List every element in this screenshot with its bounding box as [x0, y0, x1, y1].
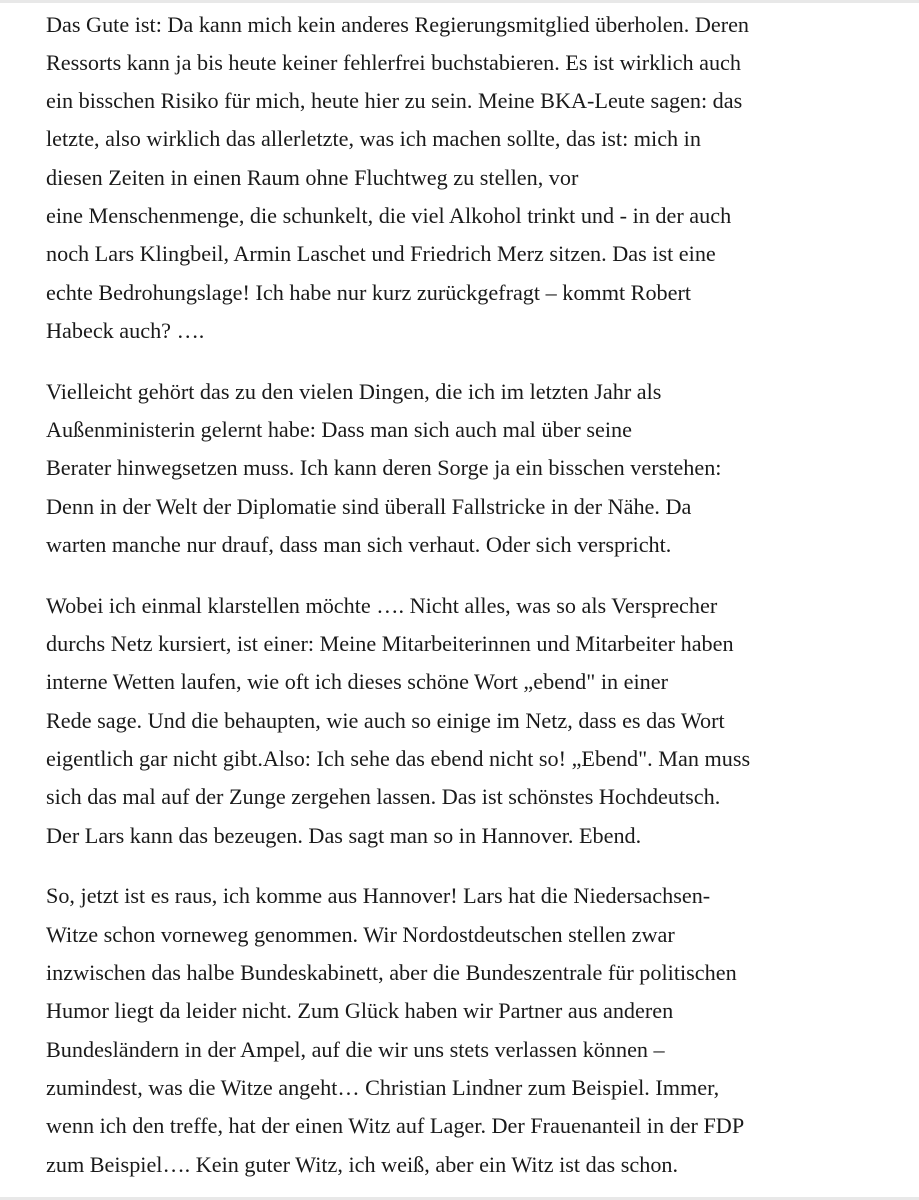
- text-line: noch Lars Klingbeil, Armin Laschet und Friedrich Merz sitzen. Das ist eine: [46, 241, 716, 266]
- text-line: Der Lars kann das bezeugen. Das sagt man so in Hannover. Ebend.: [46, 823, 642, 848]
- text-line: wenn ich den treffe, hat der einen Witz auf Lager. Der Frauenanteil in der FDP: [46, 1113, 745, 1138]
- text-line: Rede sage. Und die behaupten, wie auch so einige im Netz, dass es das Wort: [46, 708, 725, 733]
- text-line: eigentlich gar nicht gibt.Also: Ich sehe das ebend nicht so! „Ebend". Man muss: [46, 746, 751, 771]
- text-line: ein bisschen Risiko für mich, heute hier zu sein. Meine BKA-Leute sagen: das: [46, 88, 743, 113]
- text-line: Humor liegt da leider nicht. Zum Glück haben wir Partner aus anderen: [46, 998, 674, 1023]
- text-line: zum Beispiel…. Kein guter Witz, ich weiß, aber ein Witz ist das schon.: [46, 1152, 679, 1177]
- text-line: Witze schon vorneweg genommen. Wir Nordostdeutschen stellen zwar: [46, 922, 675, 947]
- text-line: Das Gute ist: Da kann mich kein anderes Regierungsmitglied überholen. Deren: [46, 12, 750, 37]
- text-line: Denn in der Welt der Diplomatie sind überall Fallstricke in der Nähe. Da: [46, 494, 692, 519]
- text-line: sich das mal auf der Zunge zergehen lassen. Das ist schönstes Hochdeutsch.: [46, 784, 721, 809]
- text-line: zumindest, was die Witze angeht… Christian Lindner zum Beispiel. Immer,: [46, 1075, 720, 1100]
- text-line: Berater hinwegsetzen muss. Ich kann deren Sorge ja ein bisschen verstehen:: [46, 455, 722, 480]
- text-line: warten manche nur drauf, dass man sich verhaut. Oder sich verspricht.: [46, 532, 672, 557]
- text-line: Bundesländern in der Ampel, auf die wir uns stets verlassen können –: [46, 1037, 665, 1062]
- text-line: eine Menschenmenge, die schunkelt, die viel Alkohol trinkt und - in der auch: [46, 203, 732, 228]
- text-line: letzte, also wirklich das allerletzte, was ich machen sollte, das ist: mich in: [46, 126, 701, 151]
- text-line: durchs Netz kursiert, ist einer: Meine Mitarbeiterinnen und Mitarbeiter haben: [46, 631, 734, 656]
- text-line: inzwischen das halbe Bundeskabinett, aber die Bundeszentrale für politischen: [46, 960, 737, 985]
- top-edge: [0, 0, 919, 3]
- text-line: Wobei ich einmal klarstellen möchte …. Nicht alles, was so als Versprecher: [46, 593, 718, 618]
- text-line: Vielleicht gehört das zu den vielen Dingen, die ich im letzten Jahr als: [46, 379, 662, 404]
- text-line: Habeck auch? ….: [46, 318, 205, 343]
- text-line: So, jetzt ist es raus, ich komme aus Hannover! Lars hat die Niedersachsen-: [46, 883, 711, 908]
- text-line: diesen Zeiten in einen Raum ohne Fluchtweg zu stellen, vor: [46, 165, 579, 190]
- text-line: echte Bedrohungslage! Ich habe nur kurz zurückgefragt – kommt Robert: [46, 280, 692, 305]
- text-line: Ressorts kann ja bis heute keiner fehlerfrei buchstabieren. Es ist wirklich auch: [46, 50, 741, 75]
- text-line: Außenministerin gelernt habe: Dass man sich auch mal über seine: [46, 417, 632, 442]
- text-line: interne Wetten laufen, wie oft ich dieses schöne Wort „ebend" in einer: [46, 669, 668, 694]
